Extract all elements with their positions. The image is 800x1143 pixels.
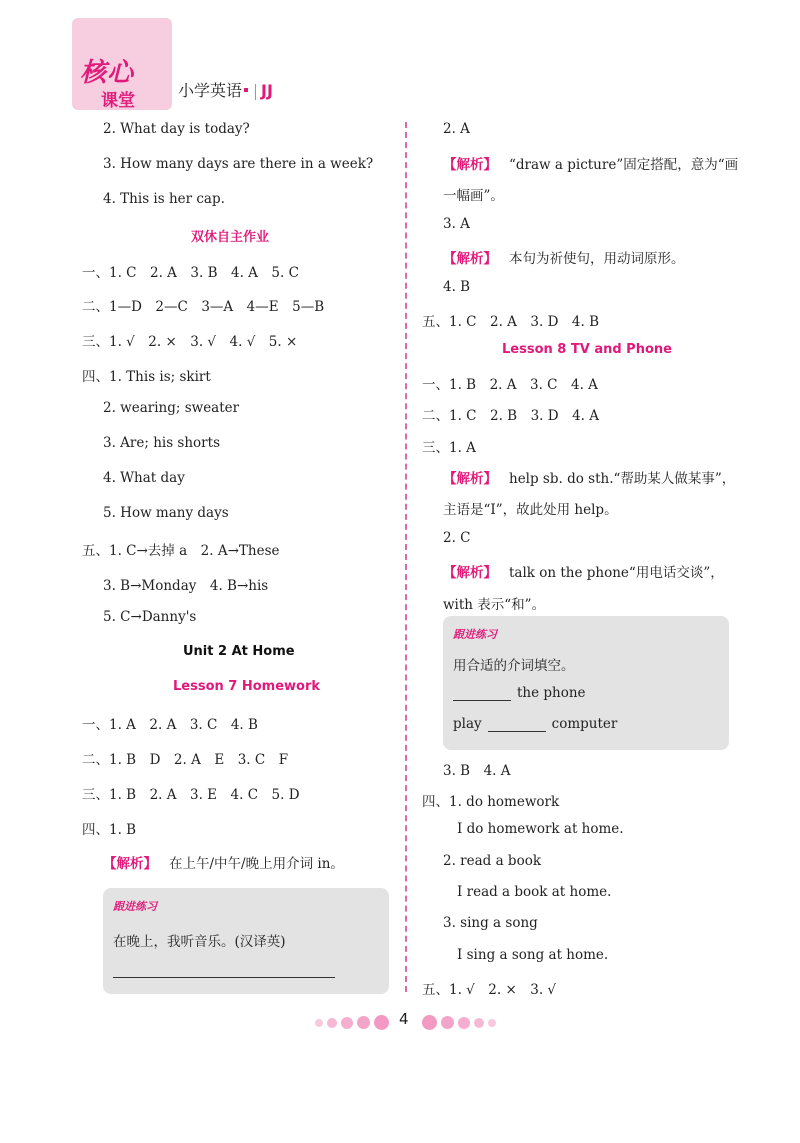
analysis-tag: 【解析】 [443,157,497,173]
dot-icon [374,1015,389,1030]
dot-icon [327,1018,337,1028]
answer-line: 5. C→Danny's [103,609,197,625]
answer-line: 3. How many days are there in a week? [103,156,374,172]
analysis-tag: 【解析】 [443,251,497,267]
lesson-heading: Lesson 8 TV and Phone [502,342,672,357]
analysis-line [443,467,735,487]
answer-line: 2. A [443,121,470,137]
answer-line: 5. How many days [103,505,229,521]
analysis-line [443,561,724,581]
analysis-line [103,852,344,872]
answer-line: 3. A [443,216,470,232]
answer-line: 五、1. C 2. A 3. D 4. B [422,314,600,330]
answer-blank-line [113,977,335,978]
answer-line: 四、1. This is; skirt [82,369,211,385]
analysis-text: talk on the phone“用电话交谈”， [509,565,724,581]
column-divider [405,122,407,992]
dot-icon [458,1017,470,1029]
practice-question: 用合适的介词填空。 [453,658,575,674]
answer-line: 4. What day [103,470,185,486]
practice-item-text: play [453,716,482,732]
practice-item-text: computer [551,716,618,732]
page-number: 4 [399,1010,409,1028]
practice-item-text: the phone [517,685,586,701]
answer-line: 二、1. C 2. B 3. D 4. A [422,408,600,424]
unit-heading: Unit 2 At Home [183,644,295,659]
answer-line: 3. Are; his shorts [103,435,220,451]
answer-line: 三、1. A [422,440,476,456]
footer-dots-right [420,1015,498,1030]
answer-line: 五、1. √ 2. × 3. √ [422,982,557,998]
edition-label: JJ [261,81,273,100]
dot-icon [422,1015,437,1030]
answer-line: 一、1. A 2. A 3. C 4. B [82,717,258,733]
answer-line: 2. wearing; sweater [103,400,240,416]
practice-question: 在晚上，我听音乐。(汉译英) [113,934,286,950]
analysis-line: 主语是“I”，故此处用 help。 [443,502,618,518]
answer-line: 二、1—D 2—C 3—A 4—E 5—B [82,299,325,315]
dot-icon [341,1017,353,1029]
logo-sub-text: 课堂 [101,91,135,111]
practice-box-title: 跟进练习 [113,900,157,913]
answer-line: I read a book at home. [457,884,612,900]
analysis-line: 一幅画”。 [443,188,504,204]
practice-item [453,685,586,701]
dot-icon [474,1018,484,1028]
dot-icon [357,1016,370,1029]
fill-blank [488,731,546,732]
section-heading: 双休自主作业 [191,230,270,245]
subject-label: 小学英语 [178,81,243,100]
analysis-text: 本句为祈使句，用动词原形。 [509,251,685,267]
answer-line: 4. B [443,279,471,295]
book-title [178,78,273,101]
analysis-text: help sb. do sth.“帮助某人做某事”， [509,471,736,487]
fill-blank [453,700,511,701]
answer-line: 2. What day is today? [103,121,250,137]
answer-line: 3. B→Monday 4. B→his [103,578,269,594]
dot-icon [441,1016,454,1029]
answer-line: 2. C [443,530,471,546]
practice-box-title: 跟进练习 [453,628,497,641]
analysis-line: with 表示“和”。 [443,597,546,613]
answer-line: 4. This is her cap. [103,191,225,207]
answer-line: 三、1. B 2. A 3. E 4. C 5. D [82,787,300,803]
answer-line: 五、1. C→去掉 a 2. A→These [82,543,280,559]
answer-line: 二、1. B D 2. A E 3. C F [82,752,289,768]
dot-icon [488,1019,496,1027]
analysis-tag: 【解析】 [443,471,497,487]
analysis-text: 在上午/中午/晚上用介词 in。 [169,856,344,872]
answer-line: 3. B 4. A [443,763,511,779]
separator-mark [244,88,248,92]
analysis-line [443,247,685,267]
answer-line: 四、1. do homework [422,794,560,810]
answer-line: 一、1. C 2. A 3. B 4. A 5. C [82,265,299,281]
separator-bar [255,84,256,100]
answer-line: 3. sing a song [443,915,538,931]
practice-item [453,716,617,732]
answer-line: I sing a song at home. [457,947,609,963]
analysis-text: “draw a picture”固定搭配，意为“画 [509,157,739,173]
analysis-line [443,153,738,173]
dot-icon [315,1019,323,1027]
answer-line: 2. read a book [443,853,542,869]
logo-main-text: 核心 [80,58,135,88]
footer-dots-left [313,1015,391,1030]
answer-line: 四、1. B [82,822,137,838]
lesson-heading: Lesson 7 Homework [173,679,321,694]
answer-line: 三、1. √ 2. × 3. √ 4. √ 5. × [82,334,298,350]
analysis-tag: 【解析】 [443,565,497,581]
answer-line: I do homework at home. [457,821,624,837]
analysis-tag: 【解析】 [103,856,157,872]
answer-line: 一、1. B 2. A 3. C 4. A [422,377,598,393]
